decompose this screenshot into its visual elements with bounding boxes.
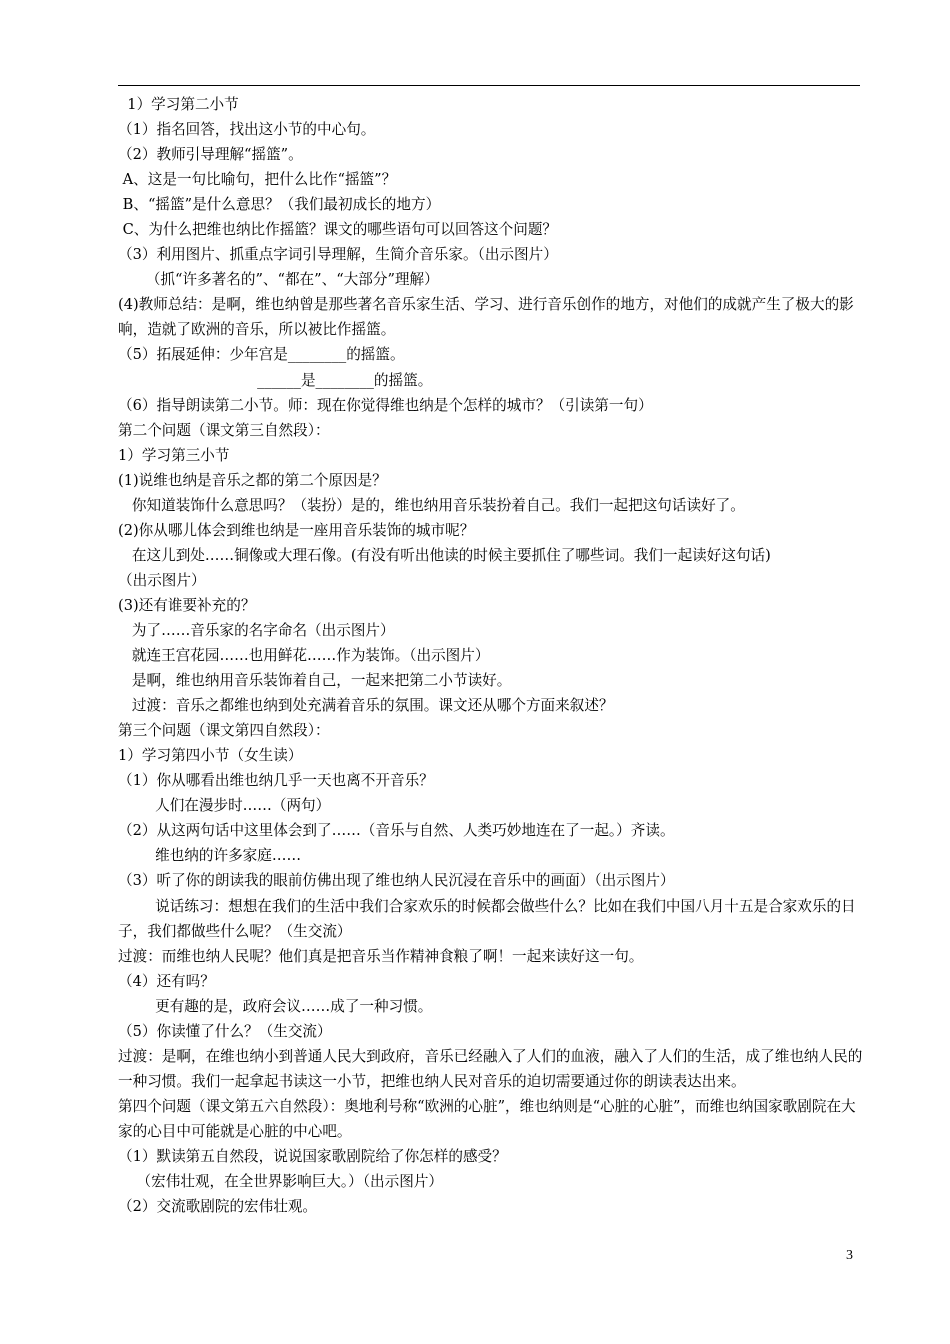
text-paragraph: (4)教师总结：是啊，维也纳曾是那些著名音乐家生活、学习、进行音乐创作的地方，对他们的成就产生了极大的影响，造就了欧洲的音乐，所以被比作摇篮。 (118, 296, 854, 339)
text-line: （2）教师引导理解“摇篮”。 (118, 146, 303, 164)
text-line: （4）还有吗？ (118, 972, 215, 990)
text-line: C、为什么把维也纳比作摇篮？课文的哪些语句可以回答这个问题？ (118, 221, 558, 239)
text-line: （1）默读第五自然段，说说国家歌剧院给了你怎样的感受？ (118, 1147, 507, 1165)
text-line: 是啊，维也纳用音乐装饰着自己，一起来把第二小节读好。 (118, 672, 512, 690)
section-heading: 1）学习第四小节（女生读） (118, 747, 303, 765)
text-line: B、“摇篮”是什么意思？（我们最初成长的地方） (118, 196, 441, 214)
text-line: 为了……音乐家的名字命名（出示图片） (118, 621, 395, 639)
text-line: （6）指导朗读第二小节。师：现在你觉得维也纳是个怎样的城市？（引读第一句） (118, 396, 653, 414)
text-line: （1）指名回答，找出这小节的中心句。 (118, 121, 376, 139)
text-line: 在这儿到处……铜像或大理石像。(有没有听出他读的时候主要抓住了哪些词。我们一起读好这句话) (118, 546, 771, 564)
text-line: （3）利用图片、抓重点字词引导理解，生简介音乐家。（出示图片） (118, 246, 558, 264)
text-line: （5）你读懂了什么？（生交流） (118, 1022, 332, 1040)
text-line: (1)说维也纳是音乐之都的第二个原因是？ (118, 471, 387, 489)
text-paragraph: 第四个问题（课文第五六自然段）：奥地利号称“欧洲的心脏”，维也纳则是“心脏的心脏”，而维也纳国家歌剧院在大家的心目中可能就是心脏的中心吧。 (118, 1097, 856, 1140)
text-line: （出示图片） (118, 571, 206, 589)
text-line: （3）听了你的朗读我的眼前仿佛出现了维也纳人民沉浸在音乐中的画面）（出示图片） (118, 872, 675, 890)
text-line: （2）交流歌剧院的宏伟壮观。 (118, 1198, 318, 1216)
text-line: (3)还有谁要补充的？ (118, 596, 256, 614)
text-line: 更有趣的是，政府会议……成了一种习惯。 (118, 997, 433, 1015)
text-line: ______是________的摇篮。 (118, 371, 433, 389)
text-paragraph: 过渡：是啊，在维也纳小到普通人民大到政府，音乐已经融入了人们的血液，融入了人们的生活，成了维也纳人民的一种习惯。我们一起拿起书读这一小节，把维也纳人民对音乐的迫切需要通过你的朗读表达出来。 (118, 1047, 863, 1090)
text-line: （1）你从哪看出维也纳几乎一天也离不开音乐？ (118, 772, 434, 790)
section-heading: 1）学习第三小节 (118, 446, 230, 464)
text-line: 就连王宫花园……也用鲜花……作为装饰。（出示图片） (118, 647, 490, 665)
section-heading: 第三个问题（课文第四自然段）： (118, 722, 330, 740)
text-line: 过渡：音乐之都维也纳到处充满着音乐的氛围。课文还从哪个方面来叙述？ (118, 697, 614, 715)
text-line: 你知道装饰什么意思吗？（装扮）是的，维也纳用音乐装扮着自己。我们一起把这句话读好了。 (118, 496, 745, 514)
text-paragraph: 说话练习：想想在我们的生活中我们合家欢乐的时候都会做些什么？比如在我们中国八月十五是合家欢乐的日子，我们都做些什么呢？（生交流） (118, 897, 856, 940)
text-line: （5）拓展延伸：少年宫是________的摇篮。 (118, 346, 405, 364)
text-line: 过渡：而维也纳人民呢？他们真是把音乐当作精神食粮了啊！一起来读好这一句。 (118, 947, 644, 965)
section-heading: 1）学习第二小节 (118, 96, 239, 113)
text-line: （宏伟壮观，在全世界影响巨大。）（出示图片） (118, 1173, 444, 1191)
document-body (118, 92, 863, 1219)
header-rule (118, 85, 860, 86)
text-line: （抓“许多著名的”、“都在”、“大部分”理解） (118, 271, 439, 289)
page-number: 3 (846, 1248, 853, 1263)
text-line: （2）从这两句话中这里体会到了……（音乐与自然、人类巧妙地连在了一起。）齐读。 (118, 822, 675, 840)
text-line: 维也纳的许多家庭…… (118, 847, 302, 865)
section-heading: 第二个问题（课文第三自然段）： (118, 421, 330, 439)
text-line: (2)你从哪儿体会到维也纳是一座用音乐装饰的城市呢？ (118, 521, 475, 539)
text-line: A、这是一句比喻句，把什么比作“摇篮”？ (118, 171, 397, 189)
text-line: 人们在漫步时……（两句） (118, 797, 331, 815)
